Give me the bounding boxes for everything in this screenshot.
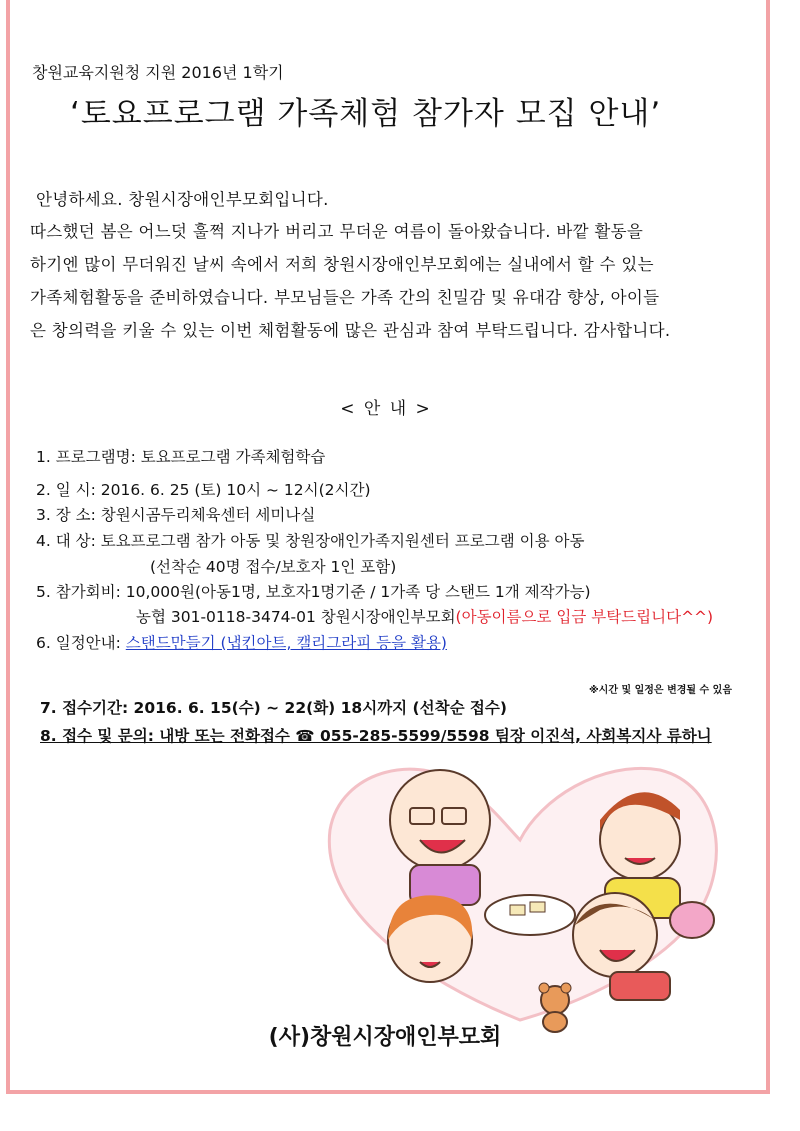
organization-name: (사)창원시장애인부모회: [268, 1025, 502, 1050]
item-date: 2. 일 시: 2016. 6. 25 (토) 10시 ~ 12시(2시간): [36, 481, 371, 499]
item-contact: 8. 접수 및 문의: 내방 또는 전화접수 ☎ 055-285-5599/5598 팀장 이진석, 사회복지사 류하니: [40, 727, 712, 745]
plate-of-food: [485, 895, 575, 935]
intro-line-1: 따스했던 봄은 어느덧 훌쩍 지나가 버리고 무더운 여름이 돌아왔습니다. 바깥 활동을: [30, 222, 644, 241]
intro-line-3: 가족체험활동을 준비하였습니다. 부모님들은 가족 간의 친밀감 및 유대감 향상, 아이들: [30, 288, 660, 307]
bank-account-text: 농협 301-0118-3474-01 창원시장애인부모회: [136, 608, 456, 626]
item-place: 3. 장 소: 창원시곰두리체육센터 세미나실: [36, 506, 316, 524]
item-bank-account: [136, 605, 713, 627]
deposit-note: (아동이름으로 입금 부탁드립니다^^): [455, 608, 714, 626]
schedule-link[interactable]: 스탠드만들기 (냅킨아트, 캘리그라피 등을 활용): [125, 634, 447, 652]
item-application-period: 7. 접수기간: 2016. 6. 15(수) ~ 22(화) 18시까지 (선착순 접수): [40, 699, 507, 717]
item-schedule: [36, 631, 447, 653]
item-target-note: (선착순 40명 접수/보호자 1인 포함): [150, 558, 397, 576]
page-title: ‘토요프로그램 가족체험 참가자 모집 안내’: [70, 96, 662, 132]
family-illustration: [300, 740, 740, 1040]
subtitle: 창원교육지원청 지원 2016년 1학기: [32, 63, 284, 82]
item-fee: 5. 참가회비: 10,000원(아동1명, 보호자1명기준 / 1가족 당 스탠드 1개 제작가능): [36, 583, 591, 601]
greeting: 안녕하세요. 창원시장애인부모회입니다.: [36, 190, 329, 209]
intro-line-4: 은 창의력을 키울 수 있는 이번 체험활동에 많은 관심과 참여 부탁드립니다. 감사합니다.: [30, 321, 671, 340]
girl-figure: [388, 895, 472, 982]
item-target: 4. 대 상: 토요프로그램 참가 아동 및 창원장애인가족지원센터 프로그램 이용 아동: [36, 532, 585, 550]
schedule-label: 6. 일정안내:: [36, 634, 126, 652]
item-program-name: 1. 프로그램명: 토요프로그램 가족체험학습: [36, 448, 326, 466]
notice-heading: < 안 내 >: [340, 399, 430, 419]
schedule-change-note: ※시간 및 일정은 변경될 수 있음: [588, 685, 732, 696]
intro-line-2: 하기엔 많이 무더워진 날씨 속에서 저희 창원시장애인부모회에는 실내에서 할 수 있는: [30, 255, 654, 274]
pink-ball: [670, 902, 714, 938]
